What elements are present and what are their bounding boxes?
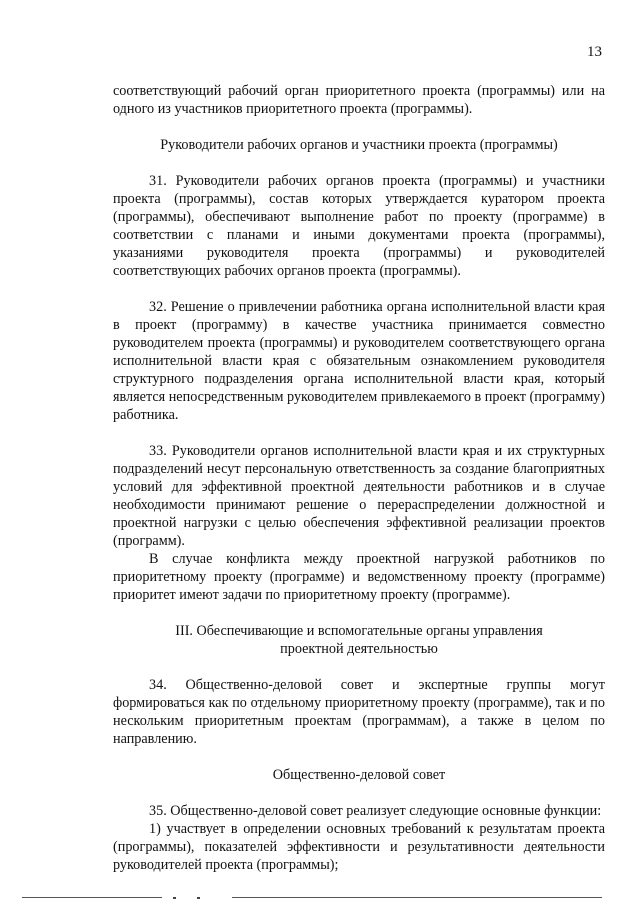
paragraph-34: 34. Общественно-деловой совет и экспертные группы могут формироваться как по отдельному приоритетному проекту (программе), так и по нескольким приоритетным проектам (программам), а также в целом по направлению. — [113, 677, 605, 747]
paragraph-35: 35. Общественно-деловой совет реализует следующие основные функции: — [149, 803, 602, 819]
paragraph-33: 33. Руководители органов исполнительной власти края и их структурных подразделений несут персональную ответственность за создание благоприятных условий для эффективной проектной деятельности работников и в случае необходимости принимают решение о перераспределении должностной и проектной нагрузки с целью обеспечения эффективной реализации проектов (программ). — [113, 443, 605, 549]
section-heading-council: Общественно-деловой совет — [272, 767, 446, 783]
scan-artifact-line — [232, 897, 602, 898]
scan-artifact-line — [22, 897, 162, 898]
page-number: 13 — [587, 44, 602, 60]
section-heading-iii-line2: проектной деятельностью — [280, 641, 438, 657]
section-heading-iii — [113, 622, 605, 658]
section-heading-iii-line1: III. Обеспечивающие и вспомогательные органы управления — [175, 623, 543, 639]
paragraph-31: 31. Руководители рабочих органов проекта (программы) и участники проекта (программы), состав которых утверждается куратором проекта (программы), обеспечивают выполнение работ по проекту (программе) в соответствии с планами и иными документами проекта (программы), указаниями руководителя проекта (программы) и руководителей соответствующих рабочих органов проекта (программы). — [113, 173, 605, 279]
paragraph-32: 32. Решение о привлечении работника органа исполнительной власти края в проект (программу) в качестве участника принимается совместно руководителем проекта (программы) и руководителем соответствующего органа исполнительной власти края с обязательным ознакомлением руководителя структурного подразделения органа исполнительной власти края, который является непосредственным руководителем привлекаемого в проект (программу) работника. — [113, 299, 605, 423]
paragraph-33-conflict: В случае конфликта между проектной нагрузкой работников по приоритетному проекту (программе) и ведомственному проекту (программе) приоритет имеют задачи по приоритетному проекту (программе). — [113, 551, 605, 603]
scan-artifact-dot — [173, 897, 176, 899]
paragraph-35-item-1: 1) участвует в определении основных требований к результатам проекта (программы), показателей эффективности и результативности деятельности руководителей проекта (программы); — [113, 821, 605, 873]
document-body — [113, 82, 605, 874]
scan-artifact-dot — [197, 897, 200, 899]
section-heading-working-bodies: Руководители рабочих органов и участники проекта (программы) — [160, 137, 558, 153]
paragraph-continuation: соответствующий рабочий орган приоритетного проекта (программы) или на одного из участников приоритетного проекта (программы). — [113, 83, 605, 117]
